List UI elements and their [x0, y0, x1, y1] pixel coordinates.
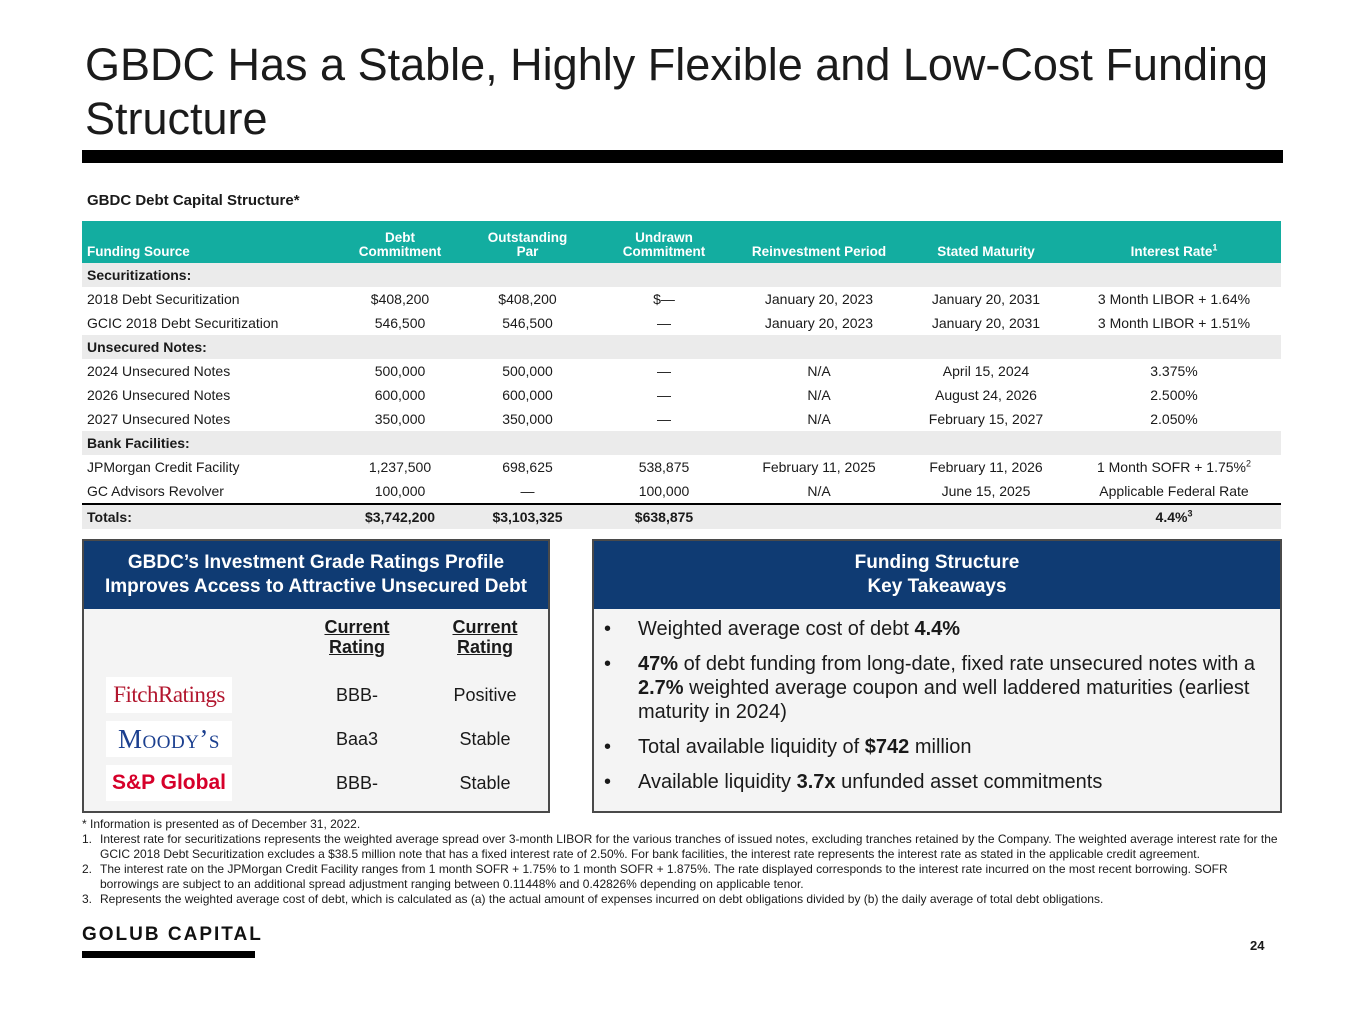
rating-row-moodys	[84, 721, 548, 761]
fitch-ratings-logo: FitchRatings	[106, 677, 232, 713]
col-header-rate: Interest Rate$^1$	[1067, 221, 1281, 263]
list-item: • 47% of debt funding from long-date, fixed rate unsecured notes with a 2.7% weighted average coupon and well laddered maturities (earliest maturity in 2024)	[604, 653, 1256, 723]
fitch-rating: BBB-	[335, 685, 378, 705]
takeaways-list	[594, 609, 1280, 794]
title-divider	[82, 150, 1283, 163]
moodys-logo: Moody’s	[106, 721, 232, 757]
table-header-row	[82, 221, 1281, 263]
sp-outlook: Stable	[459, 773, 511, 793]
col-header-undrawn: Undrawn Commitment	[595, 221, 733, 263]
table-row: 2024 Unsecured Notes 500,000 500,000 — N/A April 15, 2024 3.375%	[87, 363, 1198, 379]
group-row: Unsecured Notes:	[82, 335, 1281, 359]
ratings-panel	[82, 539, 550, 813]
brand-underline	[82, 951, 255, 958]
rating-row-fitch	[84, 677, 548, 717]
col-header-source: Funding Source	[82, 221, 340, 263]
page-number: 24	[1250, 938, 1265, 953]
golub-capital-logo: GOLUB CAPITAL	[82, 924, 263, 945]
fitch-outlook: Positive	[453, 685, 517, 705]
section-label: GBDC Debt Capital Structure*	[87, 192, 300, 209]
totals-row: Totals: $3,742,200 $3,103,325 $638,875 4.4%$^3$	[82, 504, 1281, 529]
col-header-par: Outstanding Par	[460, 221, 595, 263]
table-row: GCIC 2018 Debt Securitization 546,500 546,500 — January 20, 2023 January 20, 2031 3 Month LIBOR + 1.51%	[87, 315, 1251, 331]
col-header-maturity: Stated Maturity	[905, 221, 1067, 263]
group-row: Bank Facilities:	[82, 431, 1281, 455]
sp-rating: BBB-	[335, 773, 378, 793]
footnote-2: 2. The interest rate on the JPMorgan Credit Facility ranges from 1 month SOFR + 1.75% to 1 month SOFR + 1.875%. The rate displayed corresponds to the interest rate incurred on the most recent borrowing. SOFR borrowings are subject to an additional spread adjustment ranging between 0.11448% and 0.42826% depending on applicable tenor.	[82, 862, 1228, 891]
debt-capital-table	[82, 221, 1281, 529]
sp-global-logo: S&P Global	[106, 765, 232, 801]
list-item: • Available liquidity 3.7x unfunded asset commitments	[604, 771, 1103, 793]
col-header-commitment: Debt Commitment	[340, 221, 460, 263]
footnotes	[82, 817, 1282, 907]
moodys-rating: Baa3	[335, 729, 379, 749]
table-row: JPMorgan Credit Facility 1,237,500 698,625 538,875 February 11, 2025 February 11, 2026 1 Month SOFR + 1.75%$^2$	[87, 458, 1252, 475]
group-row: Securitizations:	[82, 263, 1281, 287]
takeaways-panel	[592, 539, 1282, 813]
rating-row-sp	[84, 765, 548, 805]
page-title: GBDC Has a Stable, Highly Flexible and Low-Cost Funding Structure	[85, 39, 1269, 144]
takeaways-panel-heading: Funding Structure Key Takeaways	[594, 541, 1280, 609]
footnote-3: 3. Represents the weighted average cost of debt, which is calculated as (a) the actual amount of expenses incurred on debt obligations divided by (b) the daily average of total debt obligations.	[82, 892, 1104, 906]
list-item: • Total available liquidity of $742 million	[604, 736, 972, 758]
ratings-panel-heading: GBDC’s Investment Grade Ratings Profile Improves Access to Attractive Unsecured Debt	[84, 541, 548, 609]
outlook-column-header: Current Rating	[452, 617, 518, 657]
col-header-reinvestment: Reinvestment Period	[733, 221, 905, 263]
footnote-star: * Information is presented as of December 31, 2022.	[82, 817, 361, 831]
table-row: GC Advisors Revolver 100,000 — 100,000 N/A June 15, 2025 Applicable Federal Rate	[87, 483, 1249, 499]
table-row: 2018 Debt Securitization $408,200 $408,200 $— January 20, 2023 January 20, 2031 3 Month LIBOR + 1.64%	[87, 291, 1251, 307]
table-row: 2027 Unsecured Notes 350,000 350,000 — N/A February 15, 2027 2.050%	[87, 411, 1198, 427]
footnote-1: 1. Interest rate for securitizations represents the weighted average spread over 3-month LIBOR for the various tranches of issued notes, excluding tranches retained by the Company. The weighted average interest rate for the GCIC 2018 Debt Securitization excludes a $38.5 million note that has a fixed interest rate of 2.50%. For bank facilities, the interest rate represents the interest rate as stated in the applicable credit agreement.	[82, 832, 1278, 861]
moodys-outlook: Stable	[459, 729, 511, 749]
table-row: 2026 Unsecured Notes 600,000 600,000 — N/A August 24, 2026 2.500%	[87, 387, 1198, 403]
list-item: • Weighted average cost of debt 4.4%	[604, 618, 961, 640]
rating-column-header: Current Rating	[324, 617, 390, 657]
